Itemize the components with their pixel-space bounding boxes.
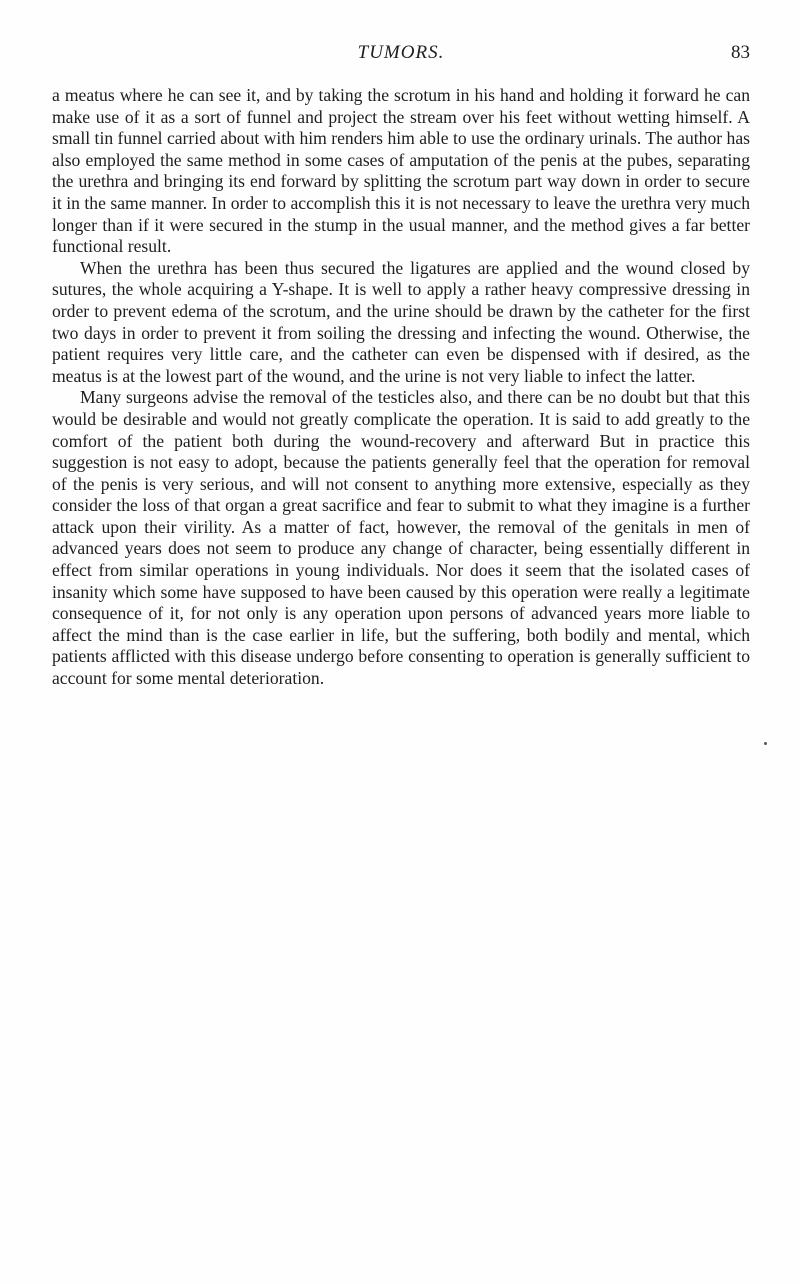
paragraph: Many surgeons advise the removal of the testicles also, and there can be no doubt but that this would be desirable and would not greatly complicate the operation. It is said to add greatly to the comfort of the patient both during the wound-recovery and afterward But in practice this suggestion is not easy to adopt, because the patients generally feel that the operation for removal of the penis is very serious, and will not consent to anything more extensive, especially as they consider the loss of that organ a great sacrifice and fear to submit to what they imagine is a further attack upon their virility. As a matter of fact, however, the removal of the genitals in men of advanced years does not seem to produce any change of character, being essentially different in effect from similar operations in young individuals. Nor does it seem that the isolated cases of insanity which some have supposed to have been caused by this operation were really a legitimate consequence of it, for not only is any operation upon persons of advanced years more liable to affect the mind than is the case earlier in life, but the suffering, both bodily and mental, which patients afflicted with this disease undergo before consenting to operation is generally sufficient to account for some mental deterioration. [52, 387, 750, 689]
paragraph: When the urethra has been thus secured the ligatures are applied and the wound closed by sutures, the whole acquiring a Y-shape. It is well to apply a rather heavy compressive dressing in order to prevent edema of the scrotum, and the urine should be drawn by the catheter for the first two days in order to prevent it from soiling the dressing and infecting the wound. Otherwise, the patient requires very little care, and the catheter can even be dispensed with if desired, as the meatus is at the lowest part of the wound, and the urine is not very liable to infect the latter. [52, 257, 750, 386]
running-head [52, 42, 750, 72]
body-text [52, 85, 750, 690]
page-number: 83 [731, 42, 750, 63]
paragraph-continued: a meatus where he can see it, and by taking the scrotum in his hand and holding it forward he can make use of it as a sort of funnel and project the stream over his feet without wetting himself. A small tin funnel carried about with him renders him able to use the ordinary urinals. The author has also employed the same method in some cases of amputation of the penis at the pubes, separating the urethra and bringing its end forward by splitting the scrotum part way down in order to secure it in the same manner. In order to accomplish this it is not necessary to leave the urethra very much longer than if it were secured in the stump in the usual manner, and the method gives a far better functional result. [52, 85, 750, 257]
running-title: TUMORS. [357, 42, 445, 63]
print-speck [764, 742, 767, 745]
